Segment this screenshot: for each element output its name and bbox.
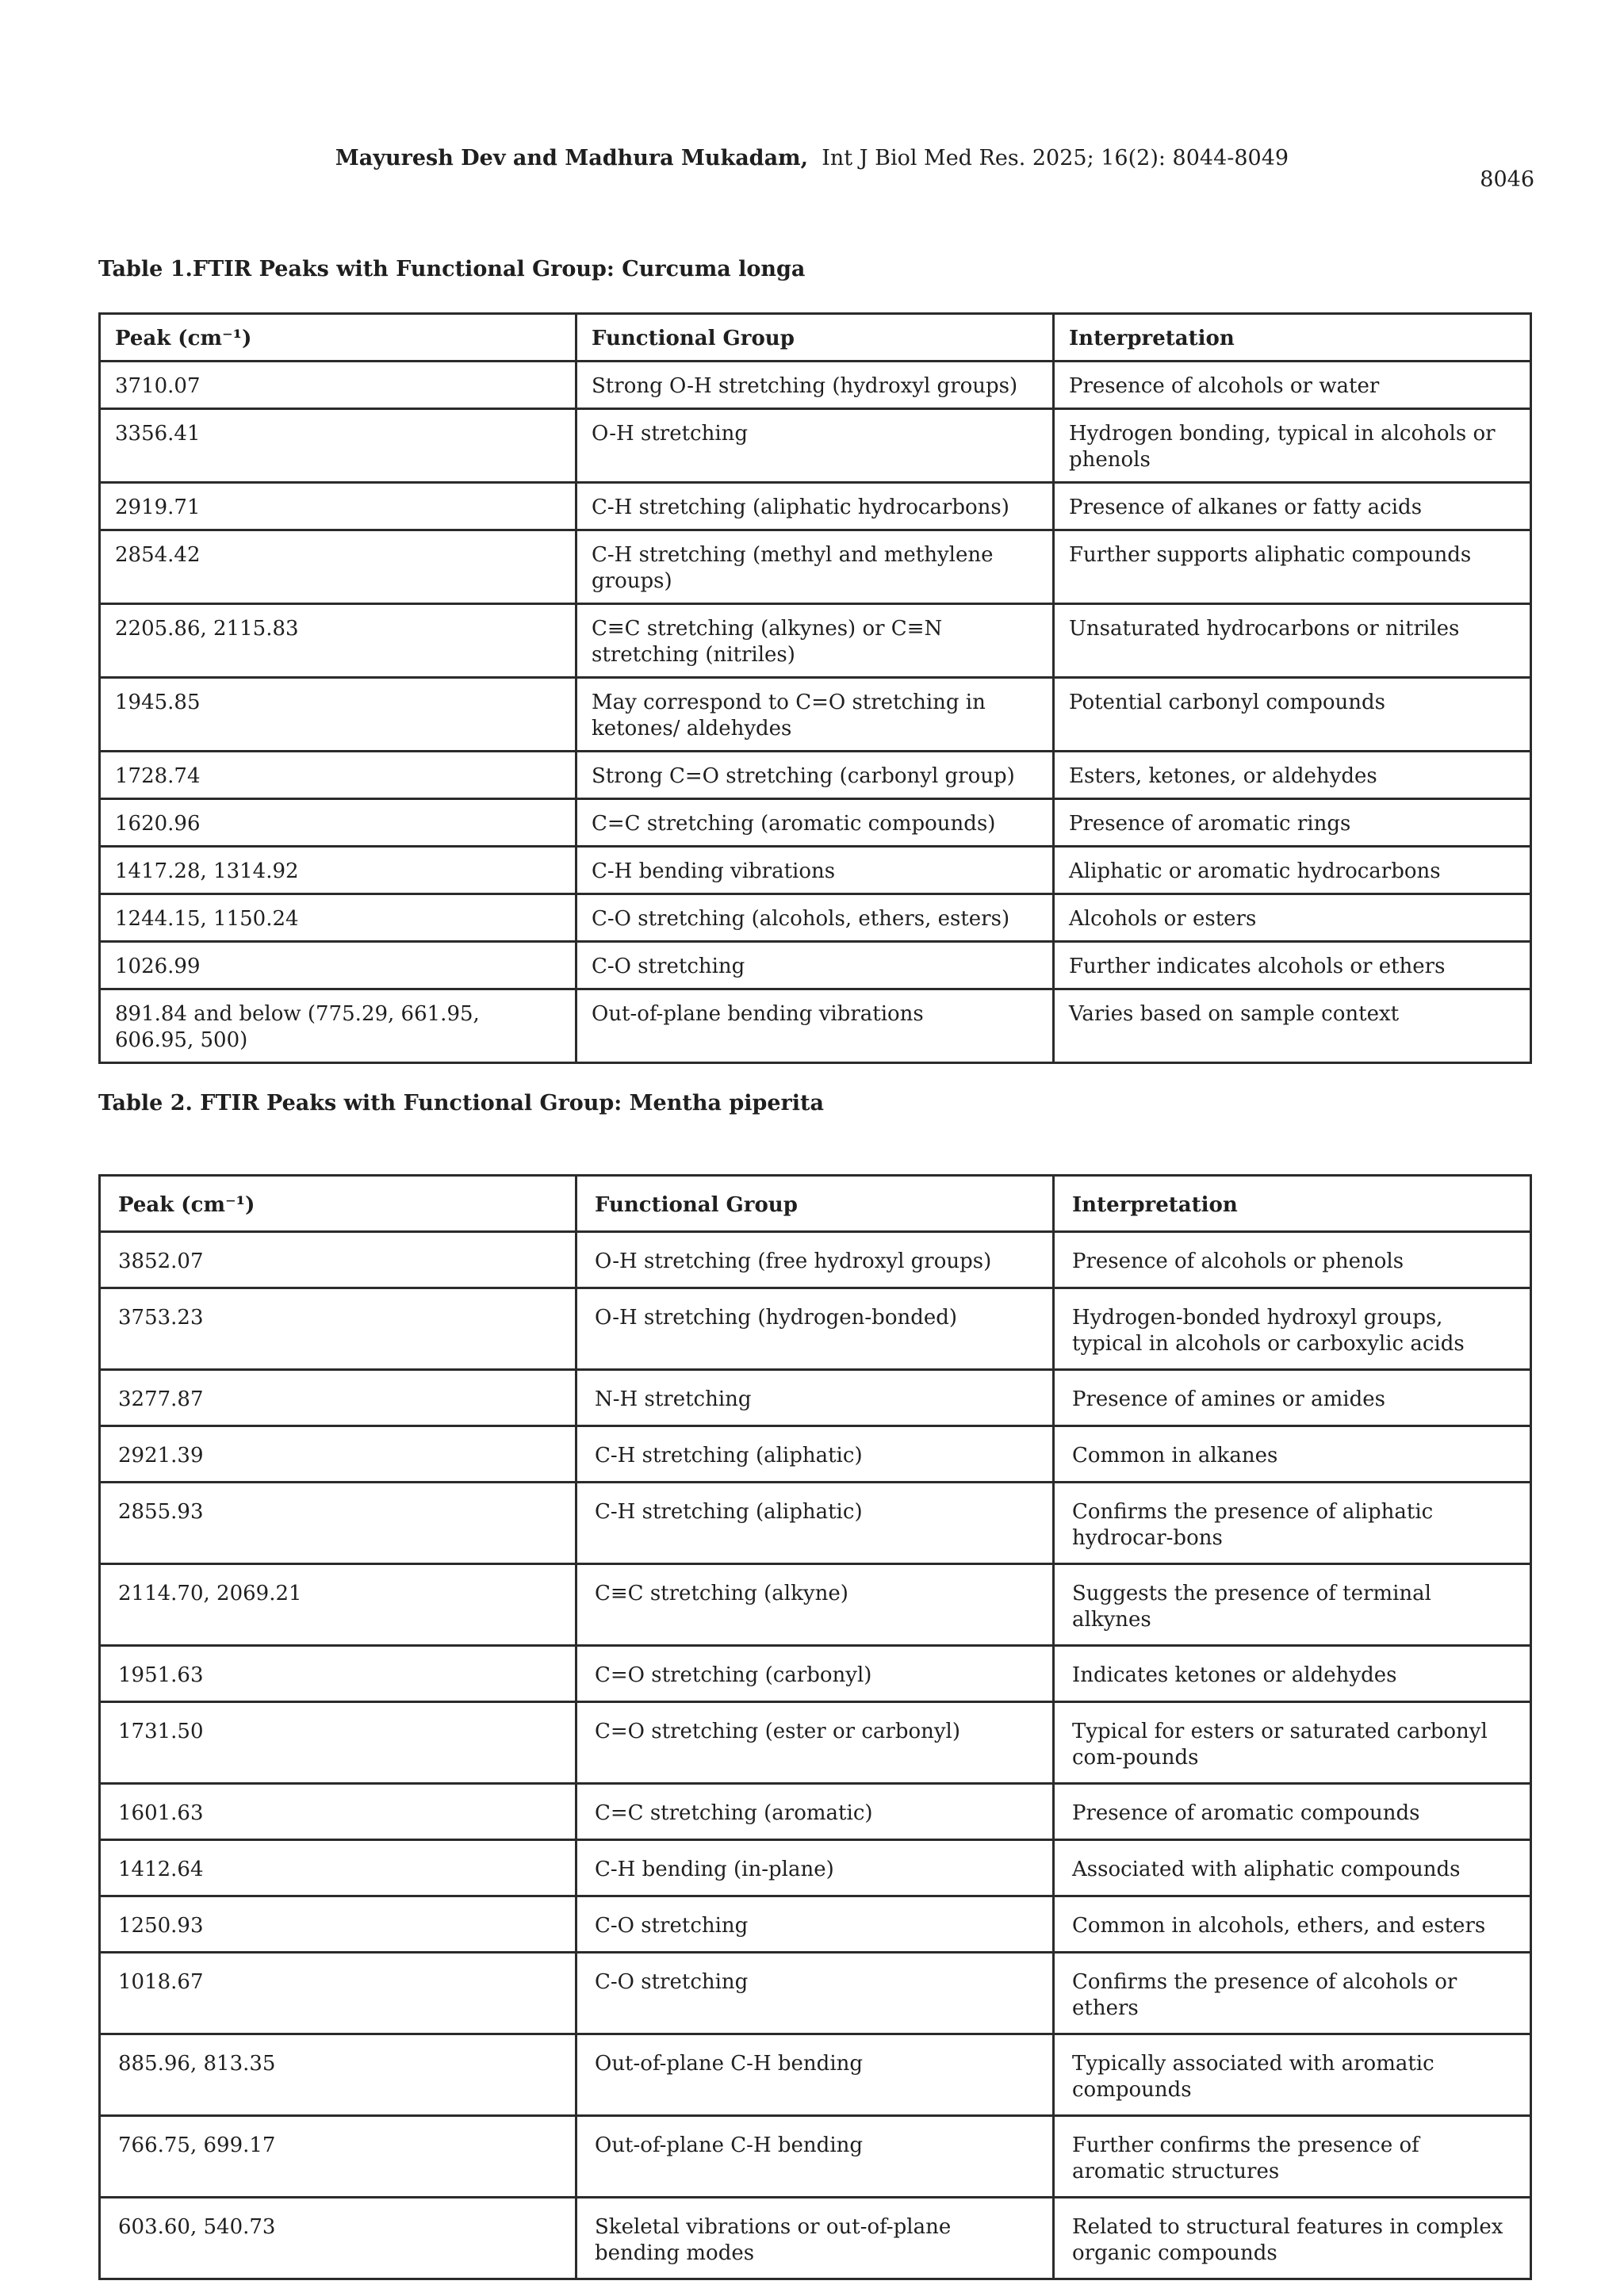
table-row — [100, 604, 1531, 678]
cell-peak: 2114.70, 2069.21 — [100, 1564, 576, 1646]
cell-interpretation: Indicates ketones or aldehydes — [1054, 1646, 1531, 1702]
table-row — [100, 530, 1531, 604]
table2-caption: Table 2. FTIR Peaks with Functional Group: Mentha piperita — [98, 1091, 825, 1115]
cell-functional-group: N-H stretching — [576, 1370, 1054, 1426]
cell-functional-group: C-O stretching — [576, 942, 1054, 989]
cell-functional-group: C-O stretching (alcohols, ethers, esters) — [576, 894, 1054, 942]
table2 — [98, 1174, 1532, 2280]
table-row — [100, 2198, 1531, 2279]
table-row — [100, 942, 1531, 989]
table-row — [100, 989, 1531, 1063]
cell-functional-group: C=O stretching (ester or carbonyl) — [576, 1702, 1054, 1784]
cell-peak: 1728.74 — [100, 752, 576, 799]
cell-interpretation: Aliphatic or aromatic hydrocarbons — [1054, 847, 1531, 894]
cell-functional-group: May correspond to C=O stretching in ketones/ aldehydes — [576, 678, 1054, 752]
header-citation: Int J Biol Med Res. 2025; 16(2): 8044-8049 — [822, 146, 1289, 170]
cell-peak: 1026.99 — [100, 942, 576, 989]
column-header-interpretation: Interpretation — [1054, 314, 1531, 362]
cell-peak: 603.60, 540.73 — [100, 2198, 576, 2279]
table-row — [100, 1953, 1531, 2034]
cell-peak: 1620.96 — [100, 799, 576, 847]
cell-peak: 2205.86, 2115.83 — [100, 604, 576, 678]
table-row — [100, 847, 1531, 894]
cell-functional-group: C=O stretching (carbonyl) — [576, 1646, 1054, 1702]
table-row — [100, 1896, 1531, 1953]
table-row — [100, 2034, 1531, 2116]
cell-interpretation: Hydrogen-bonded hydroxyl groups, typical in alcohols or carboxylic acids — [1054, 1288, 1531, 1370]
cell-peak: 1018.67 — [100, 1953, 576, 2034]
cell-functional-group: C-H stretching (aliphatic) — [576, 1426, 1054, 1483]
table-row — [100, 799, 1531, 847]
table-row — [100, 1483, 1531, 1564]
cell-interpretation: Presence of aromatic rings — [1054, 799, 1531, 847]
table1-body — [100, 362, 1531, 1063]
column-header-peak: Peak (cm⁻¹) — [100, 1176, 576, 1232]
table-row — [100, 1370, 1531, 1426]
cell-functional-group: C-H bending vibrations — [576, 847, 1054, 894]
table-row — [100, 409, 1531, 483]
table-row — [100, 483, 1531, 530]
cell-interpretation: Varies based on sample context — [1054, 989, 1531, 1063]
header-authors: Mayuresh Dev and Madhura Mukadam, — [335, 146, 809, 170]
table-row — [100, 752, 1531, 799]
cell-interpretation: Further indicates alcohols or ethers — [1054, 942, 1531, 989]
cell-functional-group: O-H stretching — [576, 409, 1054, 483]
cell-functional-group: Skeletal vibrations or out-of-plane bending modes — [576, 2198, 1054, 2279]
cell-interpretation: Presence of alkanes or fatty acids — [1054, 483, 1531, 530]
cell-functional-group: Out-of-plane C-H bending — [576, 2116, 1054, 2198]
cell-functional-group: C-H stretching (aliphatic hydrocarbons) — [576, 483, 1054, 530]
cell-peak: 2919.71 — [100, 483, 576, 530]
cell-peak: 3710.07 — [100, 362, 576, 409]
cell-peak: 2854.42 — [100, 530, 576, 604]
running-header — [0, 145, 1624, 172]
table-row — [100, 678, 1531, 752]
table-header-row — [100, 1176, 1531, 1232]
cell-interpretation: Suggests the presence of terminal alkynes — [1054, 1564, 1531, 1646]
column-header-functional-group: Functional Group — [576, 314, 1054, 362]
cell-peak: 3852.07 — [100, 1232, 576, 1288]
table-header-row — [100, 314, 1531, 362]
column-header-peak: Peak (cm⁻¹) — [100, 314, 576, 362]
cell-functional-group: C=C stretching (aromatic) — [576, 1784, 1054, 1840]
table-row — [100, 894, 1531, 942]
cell-interpretation: Typically associated with aromatic compounds — [1054, 2034, 1531, 2116]
cell-interpretation: Confirms the presence of aliphatic hydrocar-bons — [1054, 1483, 1531, 1564]
cell-functional-group: Strong C=O stretching (carbonyl group) — [576, 752, 1054, 799]
cell-peak: 3277.87 — [100, 1370, 576, 1426]
cell-functional-group: O-H stretching (free hydroxyl groups) — [576, 1232, 1054, 1288]
cell-interpretation: Related to structural features in complex organic compounds — [1054, 2198, 1531, 2279]
cell-interpretation: Presence of alcohols or water — [1054, 362, 1531, 409]
cell-functional-group: O-H stretching (hydrogen-bonded) — [576, 1288, 1054, 1370]
cell-functional-group: C≡C stretching (alkyne) — [576, 1564, 1054, 1646]
cell-peak: 3753.23 — [100, 1288, 576, 1370]
cell-interpretation: Presence of aromatic compounds — [1054, 1784, 1531, 1840]
cell-peak: 1417.28, 1314.92 — [100, 847, 576, 894]
table-row — [100, 1784, 1531, 1840]
cell-peak: 1731.50 — [100, 1702, 576, 1784]
cell-functional-group: C-O stretching — [576, 1896, 1054, 1953]
cell-peak: 891.84 and below (775.29, 661.95, 606.95, 500) — [100, 989, 576, 1063]
table1-caption: Table 1.FTIR Peaks with Functional Group: Curcuma longa — [98, 257, 806, 281]
cell-interpretation: Further confirms the presence of aromatic structures — [1054, 2116, 1531, 2198]
table-row — [100, 1564, 1531, 1646]
cell-interpretation: Hydrogen bonding, typical in alcohols or phenols — [1054, 409, 1531, 483]
table2-body — [100, 1232, 1531, 2279]
cell-functional-group: C-H bending (in-plane) — [576, 1840, 1054, 1896]
cell-peak: 1244.15, 1150.24 — [100, 894, 576, 942]
table-row — [100, 1840, 1531, 1896]
cell-peak: 885.96, 813.35 — [100, 2034, 576, 2116]
cell-functional-group: Out-of-plane bending vibrations — [576, 989, 1054, 1063]
cell-functional-group: Strong O-H stretching (hydroxyl groups) — [576, 362, 1054, 409]
cell-interpretation: Esters, ketones, or aldehydes — [1054, 752, 1531, 799]
cell-peak: 2921.39 — [100, 1426, 576, 1483]
cell-interpretation: Typical for esters or saturated carbonyl com-pounds — [1054, 1702, 1531, 1784]
cell-interpretation: Common in alcohols, ethers, and esters — [1054, 1896, 1531, 1953]
cell-interpretation: Further supports aliphatic compounds — [1054, 530, 1531, 604]
cell-interpretation: Common in alkanes — [1054, 1426, 1531, 1483]
table-row — [100, 1232, 1531, 1288]
cell-functional-group: C-H stretching (methyl and methylene groups) — [576, 530, 1054, 604]
table-row — [100, 1288, 1531, 1370]
cell-peak: 3356.41 — [100, 409, 576, 483]
cell-functional-group: C-H stretching (aliphatic) — [576, 1483, 1054, 1564]
cell-functional-group: C=C stretching (aromatic compounds) — [576, 799, 1054, 847]
cell-interpretation: Presence of alcohols or phenols — [1054, 1232, 1531, 1288]
column-header-functional-group: Functional Group — [576, 1176, 1054, 1232]
cell-peak: 2855.93 — [100, 1483, 576, 1564]
table-row — [100, 362, 1531, 409]
cell-peak: 1601.63 — [100, 1784, 576, 1840]
cell-peak: 1250.93 — [100, 1896, 576, 1953]
cell-peak: 1412.64 — [100, 1840, 576, 1896]
cell-interpretation: Potential carbonyl compounds — [1054, 678, 1531, 752]
cell-functional-group: C-O stretching — [576, 1953, 1054, 2034]
column-header-interpretation: Interpretation — [1054, 1176, 1531, 1232]
cell-peak: 766.75, 699.17 — [100, 2116, 576, 2198]
table-row — [100, 2116, 1531, 2198]
page-number: 8046 — [1480, 167, 1534, 192]
cell-functional-group: C≡C stretching (alkynes) or C≡N stretching (nitriles) — [576, 604, 1054, 678]
table-row — [100, 1426, 1531, 1483]
cell-interpretation: Associated with aliphatic compounds — [1054, 1840, 1531, 1896]
cell-peak: 1945.85 — [100, 678, 576, 752]
table-row — [100, 1646, 1531, 1702]
cell-functional-group: Out-of-plane C-H bending — [576, 2034, 1054, 2116]
cell-interpretation: Presence of amines or amides — [1054, 1370, 1531, 1426]
cell-interpretation: Alcohols or esters — [1054, 894, 1531, 942]
table1 — [98, 312, 1532, 1064]
cell-peak: 1951.63 — [100, 1646, 576, 1702]
cell-interpretation: Unsaturated hydrocarbons or nitriles — [1054, 604, 1531, 678]
cell-interpretation: Confirms the presence of alcohols or ethers — [1054, 1953, 1531, 2034]
table-row — [100, 1702, 1531, 1784]
